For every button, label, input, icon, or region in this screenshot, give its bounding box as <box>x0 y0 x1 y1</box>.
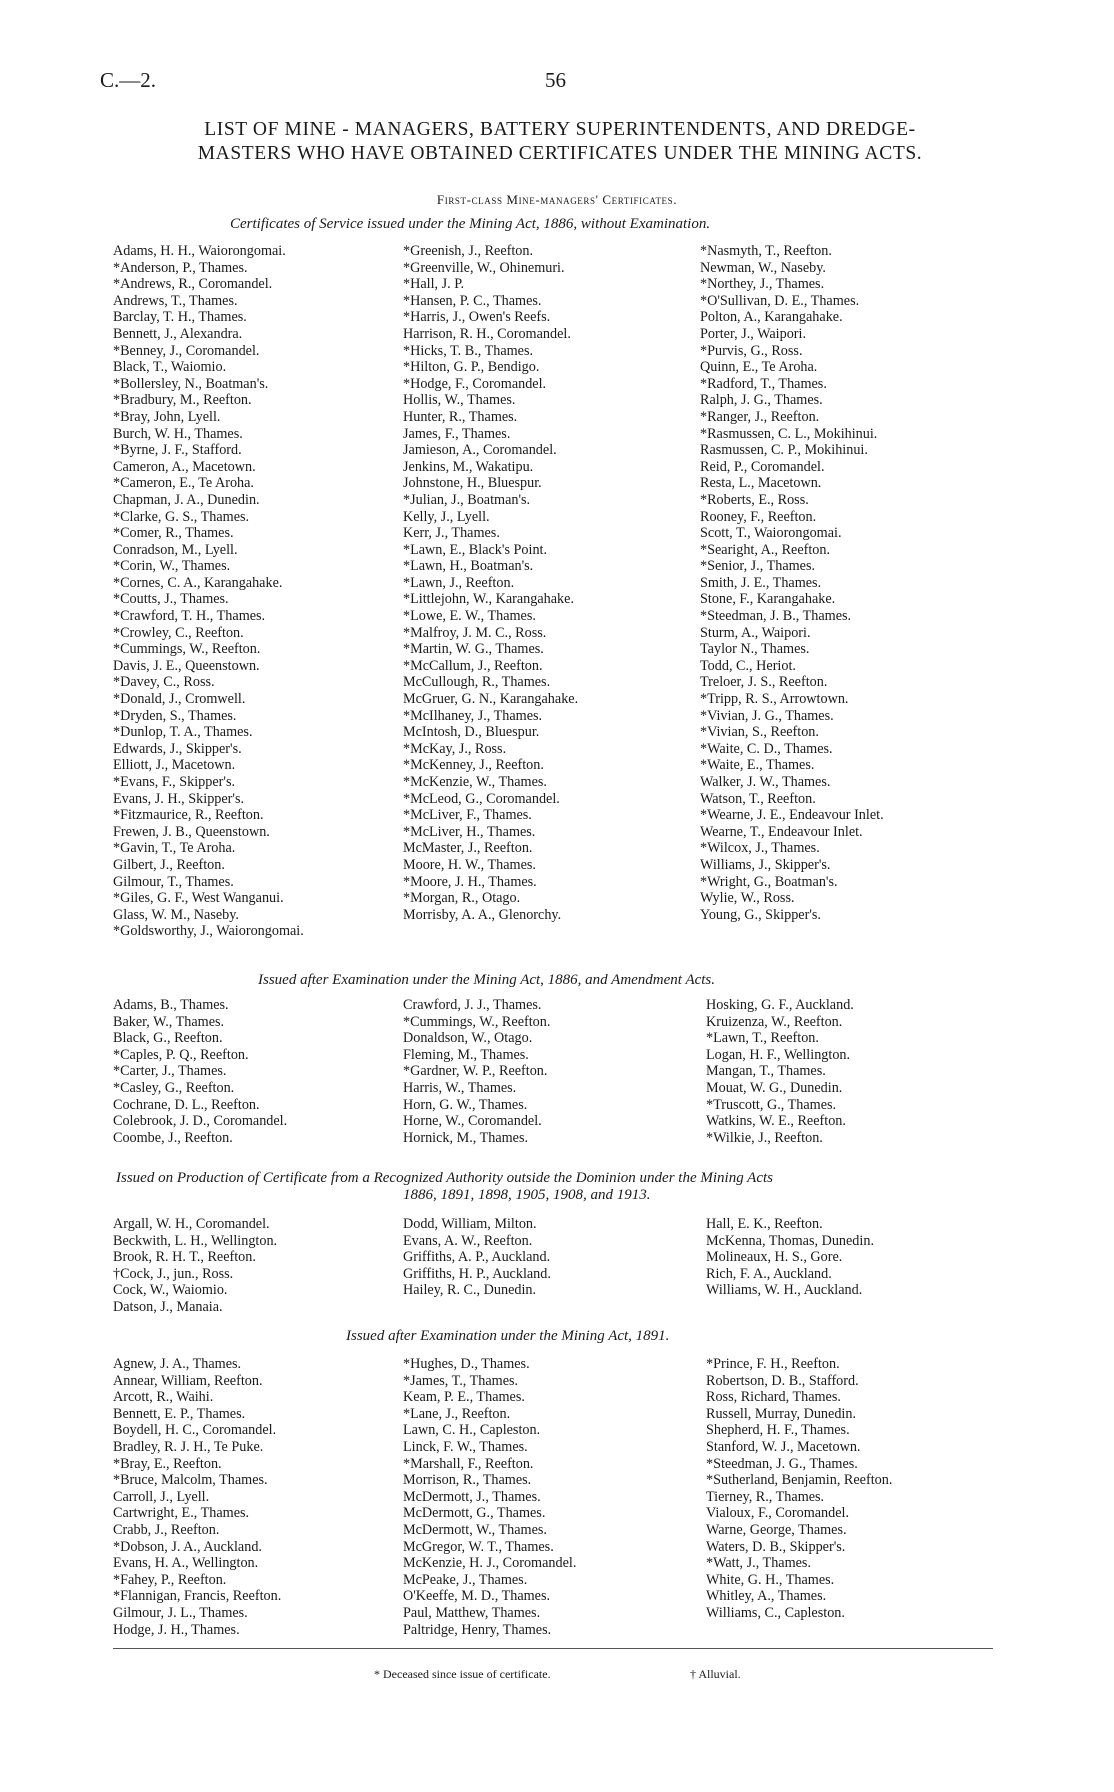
certificate-holder-entry: Porter, J., Waipori. <box>700 325 806 342</box>
certificate-holder-entry: Ross, Richard, Thames. <box>706 1389 841 1406</box>
certificate-holder-entry: Harrison, R. H., Coromandel. <box>403 325 571 342</box>
certificate-holder-entry: Crawford, J. J., Thames. <box>403 997 542 1013</box>
certificate-holder-entry: *Hughes, D., Thames. <box>403 1356 530 1372</box>
certificate-holder-entry: Argall, W. H., Coromandel. <box>113 1216 270 1232</box>
certificate-holder-entry: Morrisby, A. A., Glenorchy. <box>403 906 562 923</box>
name-column <box>403 243 578 923</box>
certificate-holder-entry: McDermott, G., Thames. <box>403 1505 546 1522</box>
certificate-holder-entry: *Rasmussen, C. L., Mokihinui. <box>700 425 878 442</box>
certificate-holder-entry: *Sutherland, Benjamin, Reefton. <box>706 1472 893 1489</box>
certificate-holder-entry: *Davey, C., Ross. <box>113 674 215 691</box>
certificate-holder-entry: *Lawn, E., Black's Point. <box>403 541 548 558</box>
certificate-holder-entry: McIntosh, D., Bluespur. <box>403 724 540 741</box>
certificate-holder-entry: Horne, W., Coromandel. <box>403 1113 542 1130</box>
certificate-holder-entry: *Casley, G., Reefton. <box>113 1079 235 1096</box>
certificate-holder-entry: Wylie, W., Ross. <box>700 890 795 907</box>
certificate-holder-entry: *Wright, G., Boatman's. <box>700 873 838 890</box>
section-title: Issued after Examination under the Mining Act, 1886, and Amendment Acts. <box>258 972 716 988</box>
certificate-holder-entry: Hodge, J. H., Thames. <box>113 1621 240 1638</box>
certificate-holder-entry: Burch, W. H., Thames. <box>113 425 243 442</box>
certificate-holder-entry: Stone, F., Karangahake. <box>700 591 836 608</box>
certificate-holder-entry: Newman, W., Naseby. <box>700 259 826 276</box>
certificate-holder-entry: Chapman, J. A., Dunedin. <box>113 491 260 508</box>
certificate-holder-entry: McDermott, J., Thames. <box>403 1488 541 1505</box>
certificate-holder-entry: Taylor N., Thames. <box>700 641 810 658</box>
certificate-holder-entry: Cock, W., Waiomio. <box>113 1282 228 1299</box>
certificate-holder-entry: *McKenney, J., Reefton. <box>403 757 544 774</box>
certificate-holder-entry: Beckwith, L. H., Wellington. <box>113 1232 278 1249</box>
certificate-holder-entry: Donaldson, W., Otago. <box>403 1030 533 1047</box>
certificate-holder-entry: Hall, E. K., Reefton. <box>706 1216 823 1232</box>
certificate-holder-entry: *Lawn, H., Boatman's. <box>403 558 534 575</box>
certificate-holder-entry: *Searight, A., Reefton. <box>700 541 831 558</box>
certificate-holder-entry: *McLiver, F., Thames. <box>403 807 532 824</box>
certificate-holder-entry: Mangan, T., Thames. <box>706 1063 826 1080</box>
certificate-holder-entry: *Steedman, J. B., Thames. <box>700 608 852 625</box>
certificate-holder-entry: *Cummings, W., Reefton. <box>403 1013 551 1030</box>
certificate-holder-entry: Ralph, J. G., Thames. <box>700 392 823 409</box>
certificate-holder-entry: White, G. H., Thames. <box>706 1571 835 1588</box>
certificate-holder-entry: Polton, A., Karangahake. <box>700 309 843 326</box>
certificate-holder-entry: *Dryden, S., Thames. <box>113 707 237 724</box>
certificate-holder-entry: Evans, J. H., Skipper's. <box>113 790 245 807</box>
certificate-holder-entry: Williams, W. H., Auckland. <box>706 1282 863 1299</box>
certificate-holder-entry: Kelly, J., Lyell. <box>403 508 490 525</box>
certificate-holder-entry: *McLeod, G., Coromandel. <box>403 790 560 807</box>
certificate-holder-entry: *Evans, F., Skipper's. <box>113 774 236 790</box>
certificate-holder-entry: Resta, L., Macetown. <box>700 475 822 492</box>
certificate-holder-entry: *Lawn, T., Reefton. <box>706 1030 819 1047</box>
certificate-holder-entry: Jenkins, M., Wakatipu. <box>403 458 534 475</box>
certificate-holder-entry: Bennett, J., Alexandra. <box>113 325 243 342</box>
certificate-holder-entry: *Northey, J., Thames. <box>700 276 825 293</box>
certificate-holder-entry: *Steedman, J. G., Thames. <box>706 1455 858 1472</box>
certificate-holder-entry: Williams, C., Capleston. <box>706 1604 845 1621</box>
certificate-holder-entry: Moore, H. W., Thames. <box>403 856 536 873</box>
name-column <box>706 997 854 1146</box>
certificate-holder-entry: *Wilcox, J., Thames. <box>700 840 820 857</box>
certificate-holder-entry: *Corin, W., Thames. <box>113 558 231 575</box>
certificate-holder-entry: Andrews, T., Thames. <box>113 292 238 309</box>
certificate-holder-entry: Rasmussen, C. P., Mokihinui. <box>700 442 868 459</box>
certificate-holder-entry: Johnstone, H., Bluespur. <box>403 475 542 492</box>
certificate-holder-entry: *McKenzie, W., Thames. <box>403 774 547 790</box>
certificate-holder-entry: *Malfroy, J. M. C., Ross. <box>403 624 547 641</box>
certificate-holder-entry: *McIlhaney, J., Thames. <box>403 707 543 724</box>
certificate-holder-entry: *Cameron, E., Te Aroha. <box>113 475 254 492</box>
certificate-holder-entry: *Fitzmaurice, R., Reefton. <box>113 807 264 824</box>
section-title: Issued on Production of Certificate from a Recognized Authority outside the Dominion under the Mining Acts <box>116 1170 774 1186</box>
certificate-holder-entry: Hailey, R. C., Dunedin. <box>403 1282 537 1299</box>
certificate-holder-entry: Rich, F. A., Auckland. <box>706 1265 832 1282</box>
name-column <box>113 243 304 940</box>
certificate-holder-entry: McCullough, R., Thames. <box>403 674 551 691</box>
name-column <box>706 1216 874 1299</box>
certificate-holder-entry: *Julian, J., Boatman's. <box>403 491 531 508</box>
certificate-holder-entry: *Prince, F. H., Reefton. <box>706 1356 840 1372</box>
certificate-holder-entry: *Roberts, E., Ross. <box>700 491 809 508</box>
certificate-holder-entry: *Hicks, T. B., Thames. <box>403 342 534 359</box>
certificate-holder-entry: *Marshall, F., Reefton. <box>403 1455 534 1472</box>
name-column <box>403 1356 576 1638</box>
certificate-holder-entry: Whitley, A., Thames. <box>706 1588 827 1605</box>
certificate-holder-entry: *Littlejohn, W., Karangahake. <box>403 591 574 608</box>
certificate-holder-entry: Crabb, J., Reefton. <box>113 1521 220 1538</box>
section-title: Certificates of Service issued under the Mining Act, 1886, without Examination. <box>230 216 711 232</box>
certificate-holder-entry: *Clarke, G. S., Thames. <box>113 508 250 525</box>
certificate-holder-entry: Stanford, W. J., Macetown. <box>706 1438 861 1455</box>
certificate-holder-entry: McGruer, G. N., Karangahake. <box>403 691 579 708</box>
certificate-holder-entry: Brook, R. H. T., Reefton. <box>113 1249 256 1266</box>
certificate-holder-entry: Logan, H. F., Wellington. <box>706 1046 851 1063</box>
certificate-holder-entry: Vialoux, F., Coromandel. <box>706 1505 850 1522</box>
certificate-holder-entry: Todd, C., Heriot. <box>700 657 796 674</box>
certificate-holder-entry: *Bray, John, Lyell. <box>113 408 221 425</box>
certificate-holder-entry: Rooney, F., Reefton. <box>700 508 817 525</box>
certificate-holder-entry: Hosking, G. F., Auckland. <box>706 997 854 1013</box>
certificate-holder-entry: *Watt, J., Thames. <box>706 1555 811 1572</box>
certificate-holder-entry: Colebrook, J. D., Coromandel. <box>113 1113 288 1130</box>
certificate-holder-entry: Wearne, T., Endeavour Inlet. <box>700 823 863 840</box>
certificate-holder-entry: *Wearne, J. E., Endeavour Inlet. <box>700 807 884 824</box>
certificate-holder-entry: Coombe, J., Reefton. <box>113 1129 233 1146</box>
certificate-holder-entry: Cameron, A., Macetown. <box>113 458 256 475</box>
certificate-holder-entry: Glass, W. M., Naseby. <box>113 906 239 923</box>
certificate-holder-entry: *Wilkie, J., Reefton. <box>706 1129 823 1146</box>
name-column <box>403 1216 551 1299</box>
certificate-holder-entry: *Truscott, G., Thames. <box>706 1096 837 1113</box>
certificate-holder-entry: *Gardner, W. P., Reefton. <box>403 1063 548 1080</box>
certificate-holder-entry: *Hall, J. P. <box>403 276 465 293</box>
certificate-holder-entry: *Waite, E., Thames. <box>700 757 815 774</box>
certificate-holder-entry: *Tripp, R. S., Arrowtown. <box>700 691 849 708</box>
certificate-holder-entry: *Moore, J. H., Thames. <box>403 873 537 890</box>
certificate-holder-entry: *Caples, P. Q., Reefton. <box>113 1046 249 1063</box>
certificate-holder-entry: *Cornes, C. A., Karangahake. <box>113 574 283 591</box>
footnote-divider <box>113 1648 993 1649</box>
certificate-holder-entry: Molineaux, H. S., Gore. <box>706 1249 843 1266</box>
certificate-holder-entry: Paltridge, Henry, Thames. <box>403 1621 552 1638</box>
certificate-holder-entry: Linck, F. W., Thames. <box>403 1438 528 1455</box>
certificate-holder-entry: O'Keeffe, M. D., Thames. <box>403 1588 551 1605</box>
certificate-holder-entry: *Byrne, J. F., Stafford. <box>113 442 242 459</box>
certificate-holder-entry: Treloer, J. S., Reefton. <box>700 674 828 691</box>
certificate-holder-entry: Edwards, J., Skipper's. <box>113 740 242 757</box>
certificate-holder-entry: Russell, Murray, Dunedin. <box>706 1405 857 1422</box>
certificate-holder-entry: James, F., Thames. <box>403 425 511 442</box>
certificate-holder-entry: *Bruce, Malcolm, Thames. <box>113 1472 268 1489</box>
certificate-holder-entry: Watson, T., Reefton. <box>700 790 816 807</box>
name-column <box>113 997 287 1146</box>
certificate-holder-entry: *Andrews, R., Coromandel. <box>113 276 273 293</box>
certificate-holder-entry: Kerr, J., Thames. <box>403 525 500 542</box>
certificate-holder-entry: *Waite, C. D., Thames. <box>700 740 833 757</box>
certificate-holder-entry: Reid, P., Coromandel. <box>700 458 825 475</box>
certificate-holder-entry: Adams, H. H., Waiorongomai. <box>113 243 286 259</box>
certificate-holder-entry: Datson, J., Manaia. <box>113 1298 223 1315</box>
class-heading: First-class Mine-managers' Certificates. <box>436 192 678 207</box>
certificate-holder-entry: Griffiths, H. P., Auckland. <box>403 1265 551 1282</box>
certificate-holder-entry: Jamieson, A., Coromandel. <box>403 442 557 459</box>
certificate-holder-entry: Dodd, William, Milton. <box>403 1216 537 1232</box>
section-title-continued: 1886, 1891, 1898, 1905, 1908, and 1913. <box>403 1187 651 1203</box>
certificate-holder-entry: Kruizenza, W., Reefton. <box>706 1013 843 1030</box>
certificate-holder-entry: Tierney, R., Thames. <box>706 1488 825 1505</box>
certificate-holder-entry: McKenzie, H. J., Coromandel. <box>403 1555 577 1572</box>
certificate-holder-entry: *McCallum, J., Reefton. <box>403 657 543 674</box>
certificate-holder-entry: *Vivian, S., Reefton. <box>700 724 819 741</box>
name-column <box>706 1356 892 1622</box>
certificate-holder-entry: Black, T., Waiomio. <box>113 359 227 376</box>
certificate-holder-entry: *Gavin, T., Te Aroha. <box>113 840 236 857</box>
certificate-holder-entry: *Goldsworthy, J., Waiorongomai. <box>113 923 304 940</box>
certificate-holder-entry: Elliott, J., Macetown. <box>113 757 236 774</box>
title-line-1: LIST OF MINE - MANAGERS, BATTERY SUPERINTENDENTS, AND DREDGE- <box>204 119 916 140</box>
certificate-holder-entry: Evans, A. W., Reefton. <box>403 1232 533 1249</box>
certificate-holder-entry: *Lawn, J., Reefton. <box>403 574 515 591</box>
certificate-holder-entry: *McLiver, H., Thames. <box>403 823 536 840</box>
name-column <box>113 1356 281 1638</box>
certificate-holder-entry: McKenna, Thomas, Dunedin. <box>706 1232 874 1249</box>
certificate-holder-entry: Gilbert, J., Reefton. <box>113 856 225 873</box>
name-column <box>113 1216 277 1316</box>
certificate-holder-entry: Morrison, R., Thames. <box>403 1472 532 1489</box>
certificate-holder-entry: *Bollersley, N., Boatman's. <box>113 375 269 392</box>
certificate-holder-entry: *Ranger, J., Reefton. <box>700 408 820 425</box>
certificate-holder-entry: Lawn, C. H., Capleston. <box>403 1422 541 1439</box>
certificate-holder-entry: Williams, J., Skipper's. <box>700 856 831 873</box>
certificate-holder-entry: Harris, W., Thames. <box>403 1079 517 1096</box>
certificate-holder-entry: *Dunlop, T. A., Thames. <box>113 724 253 741</box>
certificate-holder-entry: Shepherd, H. F., Thames. <box>706 1422 850 1439</box>
certificate-holder-entry: Paul, Matthew, Thames. <box>403 1604 541 1621</box>
certificate-holder-entry: Cartwright, E., Thames. <box>113 1505 250 1522</box>
certificate-holder-entry: Davis, J. E., Queenstown. <box>113 657 260 674</box>
certificate-holder-entry: *Greenish, J., Reefton. <box>403 243 534 259</box>
footnote-alluvial: † Alluvial. <box>690 1667 741 1681</box>
certificate-holder-entry: *Nasmyth, T., Reefton. <box>700 243 832 259</box>
certificate-holder-entry: Boydell, H. C., Coromandel. <box>113 1422 277 1439</box>
certificate-holder-entry: Gilmour, T., Thames. <box>113 873 234 890</box>
certificate-holder-entry: *Vivian, J. G., Thames. <box>700 707 834 724</box>
certificate-holder-entry: *Harris, J., Owen's Reefs. <box>403 309 551 326</box>
certificate-holder-entry: Bradley, R. J. H., Te Puke. <box>113 1438 264 1455</box>
name-column <box>403 997 550 1146</box>
certificate-holder-entry: McPeake, J., Thames. <box>403 1571 528 1588</box>
certificate-holder-entry: Black, G., Reefton. <box>113 1030 223 1047</box>
document-reference: C.—2. <box>100 68 157 92</box>
certificate-holder-entry: Gilmour, J. L., Thames. <box>113 1604 248 1621</box>
certificate-holder-entry: *Bray, E., Reefton. <box>113 1455 222 1472</box>
certificate-holder-entry: *Benney, J., Coromandel. <box>113 342 260 359</box>
certificate-holder-entry: Evans, H. A., Wellington. <box>113 1555 259 1572</box>
certificate-holder-entry: Hunter, R., Thames. <box>403 408 518 425</box>
certificate-holder-entry: Carroll, J., Lyell. <box>113 1488 210 1505</box>
certificate-holder-entry: *Radford, T., Thames. <box>700 375 827 392</box>
certificate-holder-entry: Warne, George, Thames. <box>706 1521 847 1538</box>
certificate-holder-entry: Barclay, T. H., Thames. <box>113 309 247 326</box>
certificate-holder-entry: *Morgan, R., Otago. <box>403 890 521 907</box>
name-column <box>700 243 884 923</box>
certificate-holder-entry: Scott, T., Waiorongomai. <box>700 525 842 542</box>
certificate-holder-entry: *Crawford, T. H., Thames. <box>113 608 266 625</box>
certificate-holder-entry: *Giles, G. F., West Wanganui. <box>113 890 284 907</box>
certificate-holder-entry: Cochrane, D. L., Reefton. <box>113 1096 260 1113</box>
certificate-holder-entry: *McKay, J., Ross. <box>403 740 507 757</box>
certificate-holder-entry: Baker, W., Thames. <box>113 1013 225 1030</box>
certificate-holder-entry: *Martin, W. G., Thames. <box>403 641 544 658</box>
footnote-deceased: * Deceased since issue of certificate. <box>374 1667 551 1681</box>
certificate-holder-entry: Frewen, J. B., Queenstown. <box>113 823 270 840</box>
certificate-holder-entry: Bennett, E. P., Thames. <box>113 1405 246 1422</box>
certificate-holder-entry: *Purvis, G., Ross. <box>700 342 803 359</box>
certificate-holder-entry: McGregor, W. T., Thames. <box>403 1538 554 1555</box>
certificate-holder-entry: Walker, J. W., Thames. <box>700 774 831 790</box>
certificate-holder-entry: Griffiths, A. P., Auckland. <box>403 1249 551 1266</box>
certificate-holder-entry: *Lane, J., Reefton. <box>403 1405 511 1422</box>
certificate-holder-entry: Conradson, M., Lyell. <box>113 541 238 558</box>
certificate-holder-entry: Robertson, D. B., Stafford. <box>706 1372 859 1389</box>
certificate-holder-entry: *Anderson, P., Thames. <box>113 259 248 276</box>
certificate-holder-entry: *Carter, J., Thames. <box>113 1063 227 1080</box>
certificate-holder-entry: Hollis, W., Thames. <box>403 392 516 409</box>
certificate-holder-entry: *Fahey, P., Reefton. <box>113 1571 227 1588</box>
certificate-holder-entry: Quinn, E., Te Aroha. <box>700 359 818 376</box>
certificate-holder-entry: *Coutts, J., Thames. <box>113 591 229 608</box>
certificate-holder-entry: *Cummings, W., Reefton. <box>113 641 261 658</box>
certificate-holder-entry: McMaster, J., Reefton. <box>403 840 533 857</box>
certificate-holder-entry: *Lowe, E. W., Thames. <box>403 608 536 625</box>
certificate-holder-entry: Young, G., Skipper's. <box>700 906 821 923</box>
certificate-holder-entry: †Cock, J., jun., Ross. <box>113 1265 234 1282</box>
section-title: Issued after Examination under the Mining Act, 1891. <box>346 1328 670 1344</box>
certificate-holder-entry: *Donald, J., Cromwell. <box>113 691 246 708</box>
certificate-holder-entry: Horn, G. W., Thames. <box>403 1096 528 1113</box>
certificate-holder-entry: *Hilton, G. P., Bendigo. <box>403 359 540 376</box>
certificate-holder-entry: Agnew, J. A., Thames. <box>113 1356 242 1372</box>
page-number: 56 <box>545 68 566 92</box>
certificate-holder-entry: *Flannigan, Francis, Reefton. <box>113 1588 282 1605</box>
certificate-holder-entry: Smith, J. E., Thames. <box>700 574 822 591</box>
certificate-holder-entry: Waters, D. B., Skipper's. <box>706 1538 846 1555</box>
certificate-holder-entry: *Comer, R., Thames. <box>113 525 234 542</box>
certificate-holder-entry: *O'Sullivan, D. E., Thames. <box>700 292 860 309</box>
certificate-holder-entry: *Bradbury, M., Reefton. <box>113 392 252 409</box>
certificate-holder-entry: Annear, William, Reefton. <box>113 1372 263 1389</box>
certificate-holder-entry: *Hodge, F., Coromandel. <box>403 375 547 392</box>
certificate-holder-entry: *James, T., Thames. <box>403 1372 519 1389</box>
certificate-holder-entry: *Crowley, C., Reefton. <box>113 624 244 641</box>
certificate-holder-entry: McDermott, W., Thames. <box>403 1521 547 1538</box>
page-title <box>110 118 1010 166</box>
certificate-holder-entry: Keam, P. E., Thames. <box>403 1389 525 1406</box>
certificate-holder-entry: *Dobson, J. A., Auckland. <box>113 1538 262 1555</box>
title-line-2: MASTERS WHO HAVE OBTAINED CERTIFICATES UNDER THE MINING ACTS. <box>197 143 923 164</box>
certificate-holder-entry: *Greenville, W., Ohinemuri. <box>403 259 565 276</box>
certificate-holder-entry: *Senior, J., Thames. <box>700 558 816 575</box>
certificate-holder-entry: Mouat, W. G., Dunedin. <box>706 1079 843 1096</box>
certificate-holder-entry: Arcott, R., Waihi. <box>113 1389 214 1406</box>
certificate-holder-entry: Hornick, M., Thames. <box>403 1129 529 1146</box>
certificate-holder-entry: Watkins, W. E., Reefton. <box>706 1113 846 1130</box>
certificate-holder-entry: Sturm, A., Waipori. <box>700 624 811 641</box>
certificate-holder-entry: Fleming, M., Thames. <box>403 1046 529 1063</box>
certificate-holder-entry: *Hansen, P. C., Thames. <box>403 292 542 309</box>
certificate-holder-entry: Adams, B., Thames. <box>113 997 229 1013</box>
